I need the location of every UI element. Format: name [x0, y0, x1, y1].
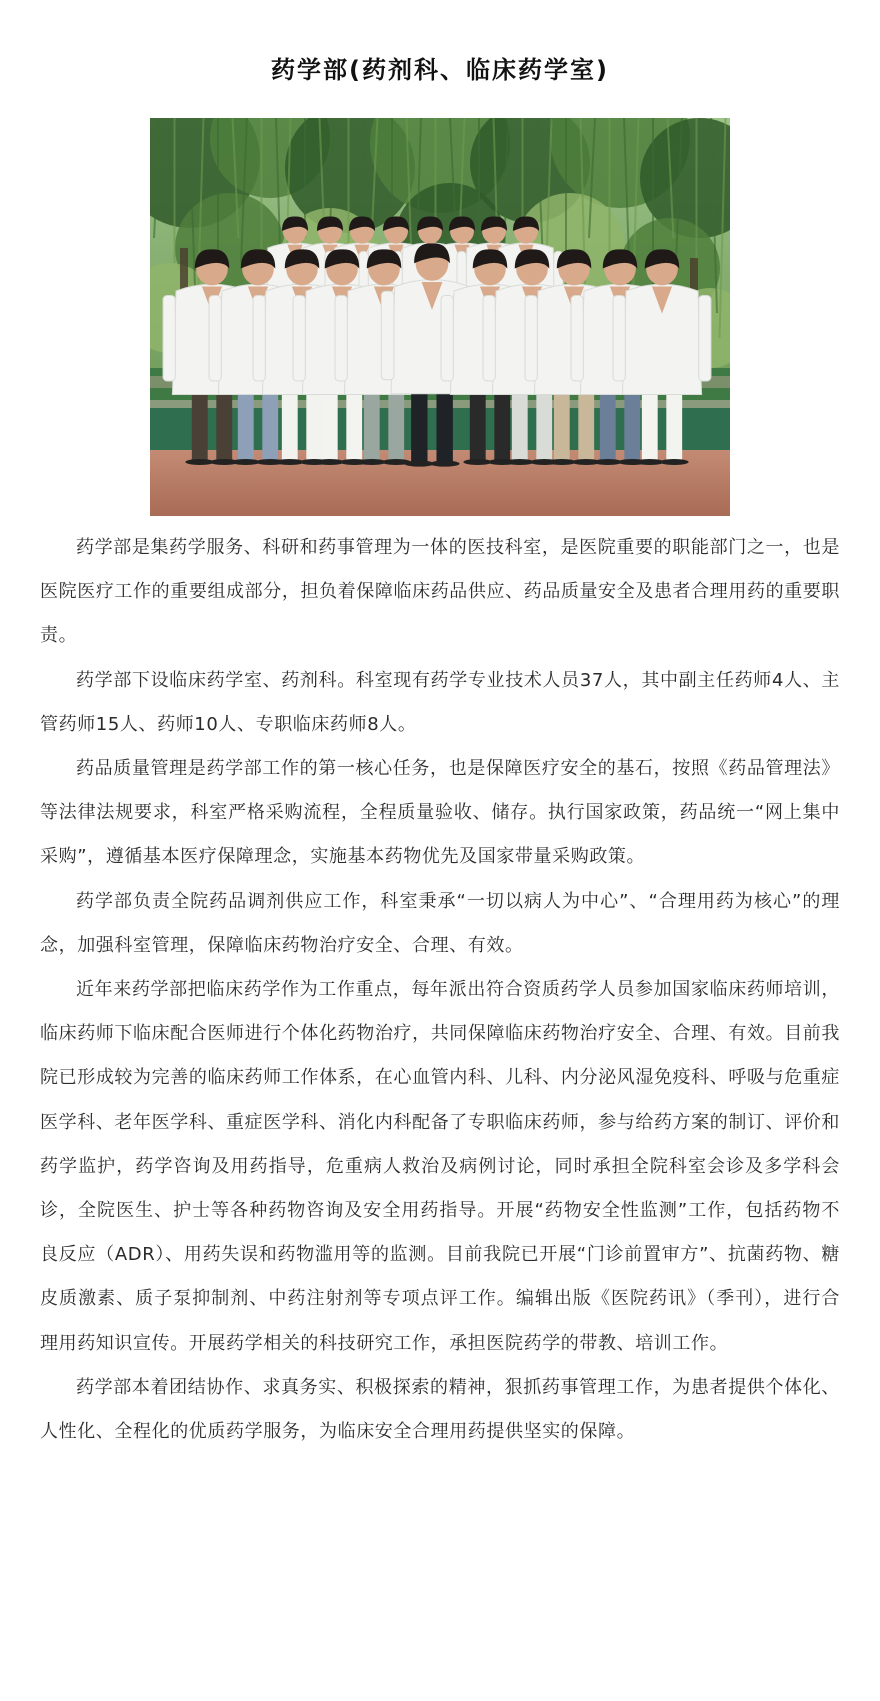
article-paragraph: 近年来药学部把临床药学作为工作重点，每年派出符合资质药学人员参加国家临床药师培训，临床药师下临床配合医师进行个体化药物治疗，共同保障临床药物治疗安全、合理、有效。目前我院已形成较为完善的临床药师工作体系，在心血管内科、儿科、内分泌风湿免疫科、呼吸与危重症医学科、老年医学科、重症医学科、消化内科配备了专职临床药师，参与给药方案的制订、评价和药学监护，药学咨询及用药指导，危重病人救治及病例讨论，同时承担全院科室会诊及多学科会诊，全院医生、护士等各种药物咨询及安全用药指导。开展“药物安全性监测”工作，包括药物不良反应（ADR）、用药失误和药物滥用等的监测。目前我院已开展“门诊前置审方”、抗菌药物、糖皮质激素、质子泵抑制剂、中药注射剂等专项点评工作。编辑出版《医院药讯》（季刊），进行合理用药知识宣传。开展药学相关的科技研究工作，承担医院药学的带教、培训工作。 — [40, 979, 840, 1354]
article-paragraph: 药学部负责全院药品调剂供应工作，科室秉承“一切以病人为中心”、“合理用药为核心”的理念，加强科室管理，保障临床药物治疗安全、合理、有效。 — [40, 890, 840, 956]
article-paragraph: 药学部是集药学服务、科研和药事管理为一体的医技科室，是医院重要的职能部门之一，也是医院医疗工作的重要组成部分，担负着保障临床药品供应、药品质量安全及患者合理用药的重要职责。 — [40, 537, 840, 647]
team-group-photo-icon — [150, 118, 730, 516]
article-paragraph: 药品质量管理是药学部工作的第一核心任务，也是保障医疗安全的基石，按照《药品管理法》等法律法规要求，科室严格采购流程，全程质量验收、储存。执行国家政策，药品统一“网上集中采购”，遵循基本医疗保障理念，实施基本药物优先及国家带量采购政策。 — [40, 758, 840, 868]
article-body — [40, 526, 840, 1454]
article-paragraph: 药学部本着团结协作、求真务实、积极探索的精神，狠抓药事管理工作，为患者提供个体化、人性化、全程化的优质药学服务，为临床安全合理用药提供坚实的保障。 — [40, 1376, 840, 1443]
article-title: 药学部(药剂科、临床药学室) — [271, 56, 609, 84]
team-photo — [150, 118, 730, 516]
article-paragraph: 药学部下设临床药学室、药剂科。科室现有药学专业技术人员37人，其中副主任药师4人、主管药师15人、药师10人、专职临床药师8人。 — [40, 669, 840, 735]
